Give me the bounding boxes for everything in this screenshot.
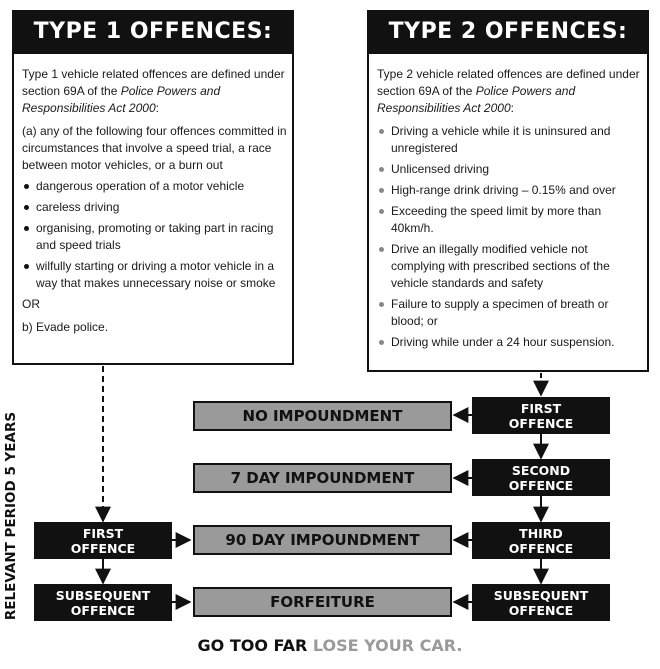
right-third-offence-box: THIRD OFFENCE — [472, 522, 610, 559]
ninety-day-impoundment-box: 90 DAY IMPOUNDMENT — [193, 525, 452, 555]
type1-intro: Type 1 vehicle related offences are defined under section 69A of the Police Powers and Responsibilities Act 2000: — [22, 67, 285, 115]
list-item: dangerous operation of a motor vehicle — [22, 178, 288, 195]
left-first-offence-box: FIRST OFFENCE — [34, 522, 172, 559]
tagline-part2: LOSE YOUR CAR. — [312, 636, 463, 655]
type1-or: OR — [22, 297, 40, 311]
type1-title: TYPE 1 OFFENCES: — [12, 10, 294, 54]
list-item: wilfully starting or driving a motor vehicle in a way that makes unnecessary noise or smoke — [22, 258, 288, 292]
no-impoundment-box: NO IMPOUNDMENT — [193, 401, 452, 431]
tagline — [0, 636, 660, 655]
relevant-period-label: RELEVANT PERIOD 5 YEARS — [3, 411, 20, 621]
list-item: organising, promoting or taking part in racing and speed trials — [22, 220, 288, 254]
type2-act-name: Police Powers and Responsibilities Act 2000 — [377, 84, 576, 115]
seven-day-impoundment-box: 7 DAY IMPOUNDMENT — [193, 463, 452, 493]
list-item: Drive an illegally modified vehicle not complying with prescribed sections of the vehicle standards and safety — [377, 241, 641, 292]
list-item: Exceeding the speed limit by more than 40km/h. — [377, 203, 641, 237]
tagline-part1: GO TOO FAR — [197, 636, 308, 655]
forfeiture-box: FORFEITURE — [193, 587, 452, 617]
list-item: High-range drink driving – 0.15% and over — [377, 182, 641, 199]
type1-clause-b: b) Evade police. — [22, 320, 109, 334]
list-item: Unlicensed driving — [377, 161, 641, 178]
list-item: Driving while under a 24 hour suspension. — [377, 334, 641, 351]
type1-act-name: Police Powers and Responsibilities Act 2000 — [22, 84, 221, 115]
right-first-offence-box: FIRST OFFENCE — [472, 397, 610, 434]
list-item: careless driving — [22, 199, 288, 216]
right-subsequent-offence-box: SUBSEQUENT OFFENCE — [472, 584, 610, 621]
left-subsequent-offence-box: SUBSEQUENT OFFENCE — [34, 584, 172, 621]
type1-clause-a: (a) any of the following four offences committed in circumstances that involve a speed trial, a race between motor vehicles, or a burn out — [22, 124, 287, 172]
type2-title: TYPE 2 OFFENCES: — [367, 10, 649, 54]
type2-intro: Type 2 vehicle related offences are defined under section 69A of the Police Powers and Responsibilities Act 2000: — [377, 67, 640, 115]
right-second-offence-box: SECOND OFFENCE — [472, 459, 610, 496]
list-item: Failure to supply a specimen of breath or blood; or — [377, 296, 641, 330]
list-item: Driving a vehicle while it is uninsured and unregistered — [377, 123, 641, 157]
